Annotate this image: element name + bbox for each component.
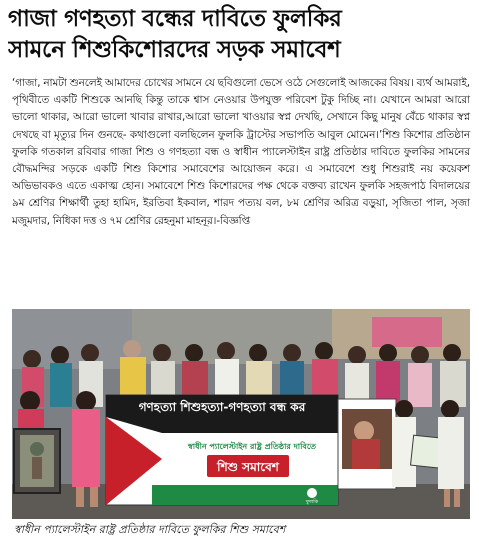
- poster-right: [338, 399, 396, 489]
- banner-title: গণহত্যা শিশুহত্যা-গণহত্যা বন্ধ কর: [138, 400, 306, 414]
- headline-line-2: সামনে শিশুকিশোরদের সড়ক সমাবেশ: [8, 37, 341, 63]
- article-body: [12, 75, 470, 230]
- storefront-pink: [372, 317, 442, 347]
- news-photo: [12, 309, 470, 519]
- photo-caption: স্বাধীন প্যালেস্টাইন রাষ্ট্র প্রতিষ্ঠার দাবিতে ফুলকির শিশু সমাবেশ: [14, 523, 286, 536]
- rally-photo-illustration: [12, 309, 470, 519]
- headline-line-1: গাজা গণহত্যা বন্ধের দাবিতে ফুলকির: [8, 6, 342, 32]
- article-body-text: ‘গাজা, নামটা শুনলেই আমাদের চোখের সামনে যে ছবিগুলো ভেসে ওঠে সেগুলোই আজকের বিষয়। ব্যর্থ আমরাই, পৃথিবীতে একটি শিশুকে আনছি কিন্তু তাকে শ্বাস নেওয়ার উপযুক্ত পরিবেশ টুকু দিচ্ছি না। যেখানে আমরা আরো ভালো থাকার, আরো ভালো খাবার রাখার,আরো ভালো খাওয়ার স্বপ্ন দেখছি, সেখানে কিছু মানুষ বেঁচে থাকার স্বপ্ন দেখছে বা মৃত্যুর দিন গুনছে- কথাগুলো বলছিলেন ফুলকি ট্রাস্টের সভাপতি আবুল মোমেন।’শিশু কিশোর প্রতিষ্ঠান ফুলকি গতকাল রবিবার গাজা শিশু ও গণহত্যা বন্ধ ও স্বাধীন প্যালেস্টাইন রাষ্ট্র প্রতিষ্ঠার দাবিতে ফুলকির সামনের বৌদ্ধমন্দির সড়কে একটি শিশু কিশোর সমাবেশের আয়োজন করে। এ সমাবেশে শুধু শিশুরাই নয় কয়েকশ অভিভাবকও এতে একাত্ম হোন। সমাবেশে শিশু কিশোরদের পক্ষ থেকে বক্তব্য রাখেন ফুলকি সহজপাঠ বিদালয়ের ৯ম শ্রেণির শিক্ষার্থী তুহা হামিদ, ইরতিবা ইকবাল, শারদ পত্যয় বল, ৮ম শ্রেণির অরিত্র বড়ুয়া, সৃজিতা পাল, সৃজা মজুমদার, নিধিকা দত্ত ও ৭ম শ্রেণির রেহনুমা মাহনূর।-বিজ্ঞপ্তি: [12, 77, 470, 227]
- article-headline: [8, 4, 473, 66]
- banner-event: শিশু সমাবেশ: [217, 460, 279, 474]
- banner-logo-icon: [307, 488, 317, 498]
- banner-logo-text: ফুলকি: [305, 499, 319, 505]
- protest-banner: [106, 395, 338, 505]
- banner-subtitle: স্বাধীন প্যালেস্টাইন রাষ্ট্র প্রতিষ্ঠার দাবিতে: [187, 442, 317, 451]
